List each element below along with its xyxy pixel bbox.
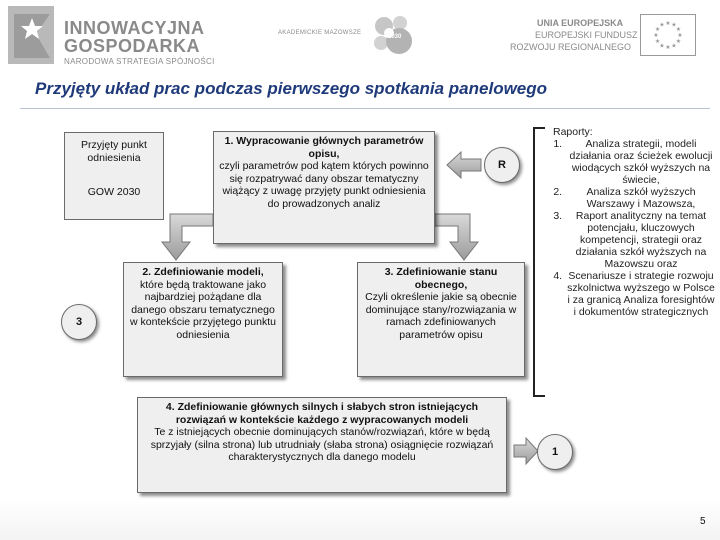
logo-text-line3: NARODOWA STRATEGIA SPÓJNOŚCI [64,57,215,66]
circle-1: 1 [537,434,573,470]
logo-text-line2: GOSPODARKA [64,36,201,56]
svg-text:★: ★ [653,32,659,39]
svg-text:★: ★ [665,44,671,51]
step1-body: czyli parametrów pod kątem których powinno się rozpatrywać dany obszar tematyczny wiążący z uwagę przyjęty punkt odniesienia do prowadzonych analiz [219,160,429,210]
circle-3: 3 [61,304,97,340]
reports-bracket [533,127,545,397]
ue-text-line1: UNIA EUROPEJSKA [537,18,624,28]
step3-box [357,262,525,377]
page-number: 5 [700,516,706,527]
svg-text:★: ★ [677,32,683,39]
step2-heading: 2. Zdefiniowanie modeli, [142,266,264,278]
step4-body: Te z istniejących obecnie dominujących stanów/rozwiązań, które w będą sprzyjały (silna strona) lub utrudniały (słaba strona) osiągnięcie rozwiązań charakterystycznych dla danego modelu [150,426,494,463]
arrow-step1-to-step3 [435,214,478,260]
svg-text:★: ★ [671,42,677,50]
step2-body: które będą traktowane jako najbardziej pożądane dla danego obszaru tematycznego w kontekście przyjętego punktu odniesienia [130,278,276,341]
svg-text:★: ★ [659,21,665,29]
svg-text:★: ★ [675,26,682,33]
ue-text-line2: EUROPEJSKI FUNDUSZ [535,30,638,40]
svg-text:★: ★ [654,26,661,33]
svg-text:★: ★ [675,38,682,45]
svg-text:★: ★ [665,20,671,27]
step4-heading: 4. Zdefiniowanie głównych silnych i słabych stron istniejących rozwiązań w kontekście każdego z wypracowanych modeli [165,401,479,426]
page-title: Przyjęty układ prac podczas pierwszego spotkania panelowego [35,79,548,98]
svg-text:★: ★ [654,38,661,45]
circle-r: R [484,147,520,183]
report-item: 3. Raport analityczny na temat potencjału, kluczowych kompetencji, strategii oraz działania szkół wyższych na Mazowszu oraz [565,210,717,270]
reports-items [545,138,717,318]
step1-box [213,131,435,244]
step4-box [137,397,507,493]
footer-band [0,500,720,540]
reference-point-value: GOW 2030 [87,186,141,198]
arrow-step1-to-step2 [162,214,213,260]
ue-text-line3: ROZWOJU REGIONALNEGO [510,42,632,52]
report-item: 4. Scenariusze i strategie rozwoju szkolnictwa wyższego w Polsce i za granicą Analiza foresightów i dokumentów strategicznych [565,270,717,318]
step1-heading: 1. Wypracowanie głównych parametrów opisu, [224,135,424,160]
step2-box [123,262,283,377]
svg-text:★: ★ [671,21,677,29]
report-item: 2. Analiza szkół wyższych Warszawy i Mazowsza, [565,186,717,210]
report-item: 1. Analiza strategii, modeli działania oraz ścieżek ewolucji wiodących szkół wyższych na świecie, [565,138,717,186]
reports-list [545,126,717,318]
logo-text-line1: INNOWACYJNA [64,18,205,38]
step3-body: Czyli określenie jakie są obecnie dominujące stany/rozwiązania w ramach zdefiniowanych parametrów opisu [365,291,517,341]
arrow-step4-to-1 [514,438,538,464]
reference-point-box [64,132,164,220]
step3-heading: 3. Zdefiniowanie stanu obecnego, [384,266,498,291]
akademickie-year: 2030 [388,34,402,40]
reports-heading: Raporty: [553,126,593,138]
reference-point-label: Przyjęty punkt odniesienia [81,139,147,164]
akademickie-mazowsze-text: AKADEMICKIE MAZOWSZE [278,30,362,36]
arrow-r-to-step1 [447,152,481,178]
svg-text:★: ★ [659,42,665,50]
